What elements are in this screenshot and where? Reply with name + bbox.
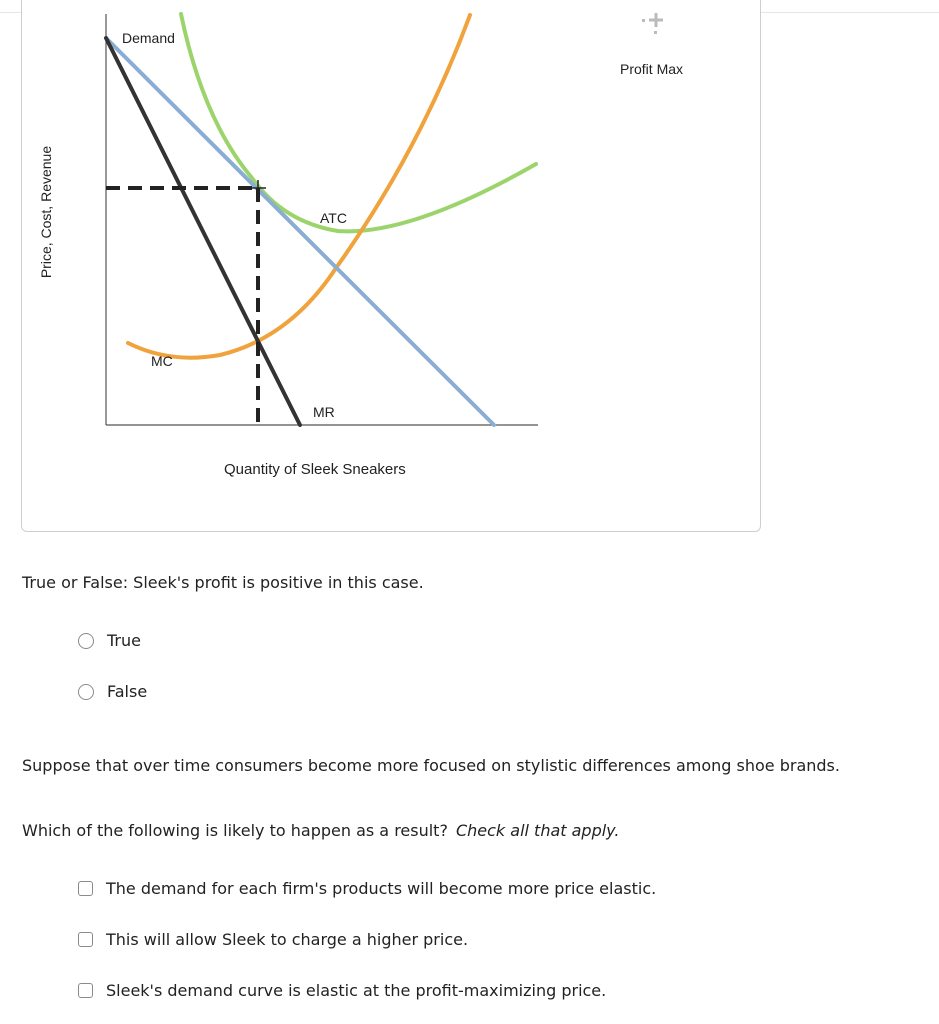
question-1-prompt: True or False: Sleek's profit is positive in this case. — [22, 573, 424, 592]
checkbox-option-3[interactable] — [78, 981, 606, 1000]
checkbox-option-1[interactable] — [78, 879, 656, 898]
option-label: This will allow Sleek to charge a higher price. — [106, 930, 469, 949]
option-label: True — [107, 631, 141, 650]
profit-max-legend-label: Profit Max — [620, 61, 684, 77]
question-2-intro: Suppose that over time consumers become more focused on stylistic differences among shoe brands. — [22, 756, 840, 775]
option-label: The demand for each firm's products will become more price elastic. — [106, 879, 657, 898]
option-true[interactable] — [78, 631, 141, 650]
option-label: False — [107, 682, 148, 701]
atc-curve — [181, 14, 536, 231]
mc-label: MC — [151, 353, 173, 369]
checkbox-option-2[interactable] — [78, 930, 468, 949]
question-2-instruction: Check all that apply. — [455, 821, 620, 840]
x-axis-label: Quantity of Sleek Sneakers — [224, 461, 406, 478]
mr-label: MR — [313, 404, 335, 420]
checkbox[interactable] — [78, 932, 93, 947]
radio-button[interactable] — [78, 684, 94, 700]
checkbox[interactable] — [78, 881, 93, 896]
checkbox[interactable] — [78, 983, 93, 998]
crosshair-plus-icon[interactable] — [642, 13, 663, 34]
question-2-prompt: Which of the following is likely to happen as a result? — [22, 821, 448, 840]
option-false[interactable] — [78, 682, 147, 701]
demand-label: Demand — [122, 30, 175, 46]
option-label: Sleek's demand curve is elastic at the profit-maximizing price. — [106, 981, 607, 1000]
question-2-prompt-line — [22, 821, 620, 840]
atc-label: ATC — [320, 210, 347, 226]
y-axis-label: Price, Cost, Revenue — [38, 145, 54, 279]
radio-button[interactable] — [78, 633, 94, 649]
